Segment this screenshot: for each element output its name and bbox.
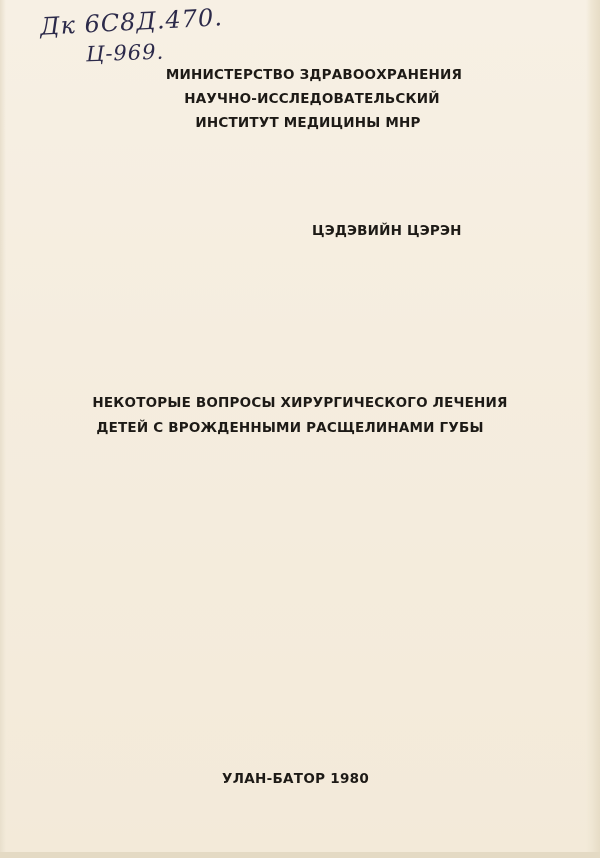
place-and-year: УЛАН-БАТОР 1980 <box>222 771 370 787</box>
title-line-2: ДЕТЕЙ С ВРОЖДЕННЫМИ РАСЩЕЛИНАМИ ГУБЫ <box>96 420 484 436</box>
handwritten-shelfmark-line-2: Ц-969. <box>85 39 165 67</box>
author-name: ЦЭДЭВИЙН ЦЭРЭН <box>312 223 462 239</box>
institution-line-1: МИНИСТЕРСТВО ЗДРАВООХРАНЕНИЯ <box>165 67 463 83</box>
handwritten-shelfmark-line-1: Дк 6С8Д.470. <box>39 3 224 41</box>
institution-line-3: ИНСТИТУТ МЕДИЦИНЫ МНР <box>195 115 421 131</box>
page-bottom-edge <box>0 852 600 858</box>
title-line-1: НЕКОТОРЫЕ ВОПРОСЫ ХИРУРГИЧЕСКОГО ЛЕЧЕНИЯ <box>92 395 508 411</box>
institution-line-2: НАУЧНО-ИССЛЕДОВАТЕЛЬСКИЙ <box>184 91 440 107</box>
